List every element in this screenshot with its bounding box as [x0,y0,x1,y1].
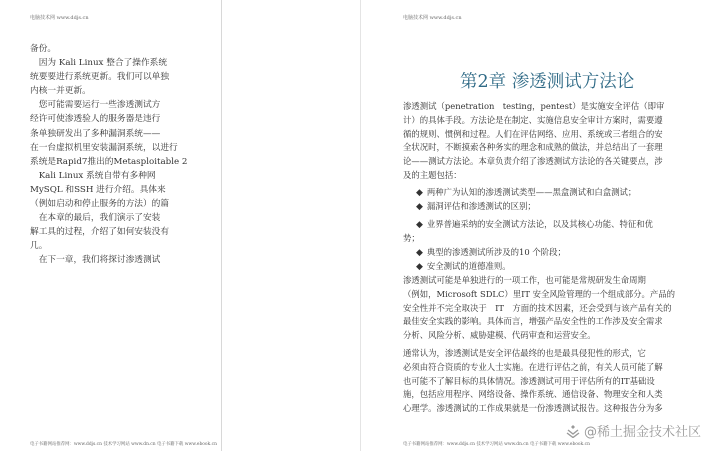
body-paragraph [403,347,691,416]
text-line: 系统是Rapid7推出的Metasploitable 2 [30,156,188,167]
text-line: 最佳安全实践的影响。具体而言，增强产品安全性的工作涉及安全需求 [403,316,663,327]
watermark [566,421,701,440]
text-line: 也可能不了解目标的具体情况。渗透测试可用于评估所有的IT基础设 [403,375,655,386]
text-line: Kali Linux 系统自带有多种网 [30,170,156,181]
body-paragraph [403,274,691,343]
left-text-block [30,42,214,268]
juejin-logo-icon [566,424,580,438]
page-footer: 电子书籍网站推荐网：www.ddjs.cn 技术学习网站 www.dn.cn 电子书籍下载 www.ebook.cn [30,442,217,447]
text-line: 全状况时，不断摸索各种务实的理念和成熟的做法，并总结出了一套理 [403,142,663,153]
text-line: 在本章的最后，我们演示了安装 [30,213,161,224]
diamond-bullet-icon: ◆ [416,202,423,212]
text-line: 备份。 [30,44,57,54]
bullet-item [416,218,653,230]
text-line: 在一台虚拟机里安装漏洞系统，以进行 [30,142,178,153]
text-line: 因为 Kali Linux 整合了操作系统 [30,58,168,69]
text-line: MySQL 和SSH 进行介绍。具体来 [30,184,166,195]
text-line: 安全性并不完全取决于 IT 方面的技术因素，还会受到与该产品有关的 [403,302,672,313]
text-line: 渗透测试（penetration testing，pentest）是实施安全评估（即审 [403,101,665,111]
text-line: 您可能需要运行一些渗透测试方 [30,100,161,111]
text-line: 解工具的过程，介绍了如何安装没有 [30,227,169,238]
watermark-text: @稀土掘金技术社区 [584,425,702,440]
intro-paragraph [403,100,691,183]
text-line: 条单独研发出了多种漏洞系统—— [30,128,161,139]
bullet-text: 漏洞评估和渗透测试的区别； [426,201,536,211]
bullet-text: 安全测试的道德准则。 [426,261,511,271]
text-line: 计）的具体手段。方法论是在制定、实施信息安全审计方案时，需要遵 [403,114,663,125]
bullet-text: 典型的渗透测试所涉及的10 个阶段； [426,247,566,257]
text-line: （例如，Microsoft SDLC）里IT 安全风险管理的一个组成部分。产品的 [403,288,676,299]
text-line: 施，包括应用程序、网络设备、操作系统、通信设备、物理安全和人类 [403,389,663,400]
text-line: 经许可使渗透验人的服务器是违行 [30,114,161,125]
page-footer: 电子书籍网站推荐网：www.ddjs.cn 技术学习网站 www.dn.cn 电子书籍下载 www.ebook.cn [403,442,590,447]
bullet-item [416,246,566,258]
text-line: 论——测试方法论。本章负责介绍了渗透测试方法论的各关键要点，涉 [403,156,663,167]
text-line: 分析、风险分析、威胁建模、代码审查和运营安全。 [403,330,596,341]
bullet-text: 业界普遍采纳的安全测试方法论，以及其核心功能、特征和优 [426,219,654,229]
text-line: 渗透测试可能是单独进行的一项工作，也可能是常规研发生命周期 [403,275,646,285]
text-line: 通常认为，渗透测试是安全评估最终的也是最具侵犯性的形式，它 [403,348,646,358]
bullet-text: 两种广为认知的渗透测试类型——黑盒测试和白盒测试； [426,187,637,197]
page-header: 电脑技术网 www.ddjs.cn [30,15,89,21]
page-header: 电脑技术网 www.ddjs.cn [403,15,462,21]
text-line: 统要要进行系统更新。我们可以单独 [30,72,169,83]
chapter-title: 第2章 渗透测试方法论 [460,72,635,92]
bullet-item [416,186,636,198]
text-line: 心理学。渗透测试的工作成果就是一份渗透测试报告。这种报告分为多 [403,403,663,414]
left-page [0,0,222,451]
text-line: 及的主题包括： [403,169,462,180]
text-line: 几。 [30,241,48,252]
diamond-bullet-icon: ◆ [416,262,423,272]
diamond-bullet-icon: ◆ [416,220,423,230]
bullet-continuation: 势； [403,233,420,243]
diamond-bullet-icon: ◆ [416,188,423,198]
bullet-item [416,200,536,212]
diamond-bullet-icon: ◆ [416,248,423,258]
text-line: 循的规则、惯例和过程。人们在评估网络、应用、系统或三者组合的安 [403,128,663,139]
bullet-item [416,260,511,272]
text-line: 必须由符合资质的专业人士实施。在进行评估之前，有关人员可能了解 [403,361,663,372]
text-line: 在下一章，我们将探讨渗透测试 [30,255,161,266]
text-line: （例如启动和停止服务的方法）的篇 [30,199,169,210]
text-line: 内核一并更新。 [30,86,91,97]
